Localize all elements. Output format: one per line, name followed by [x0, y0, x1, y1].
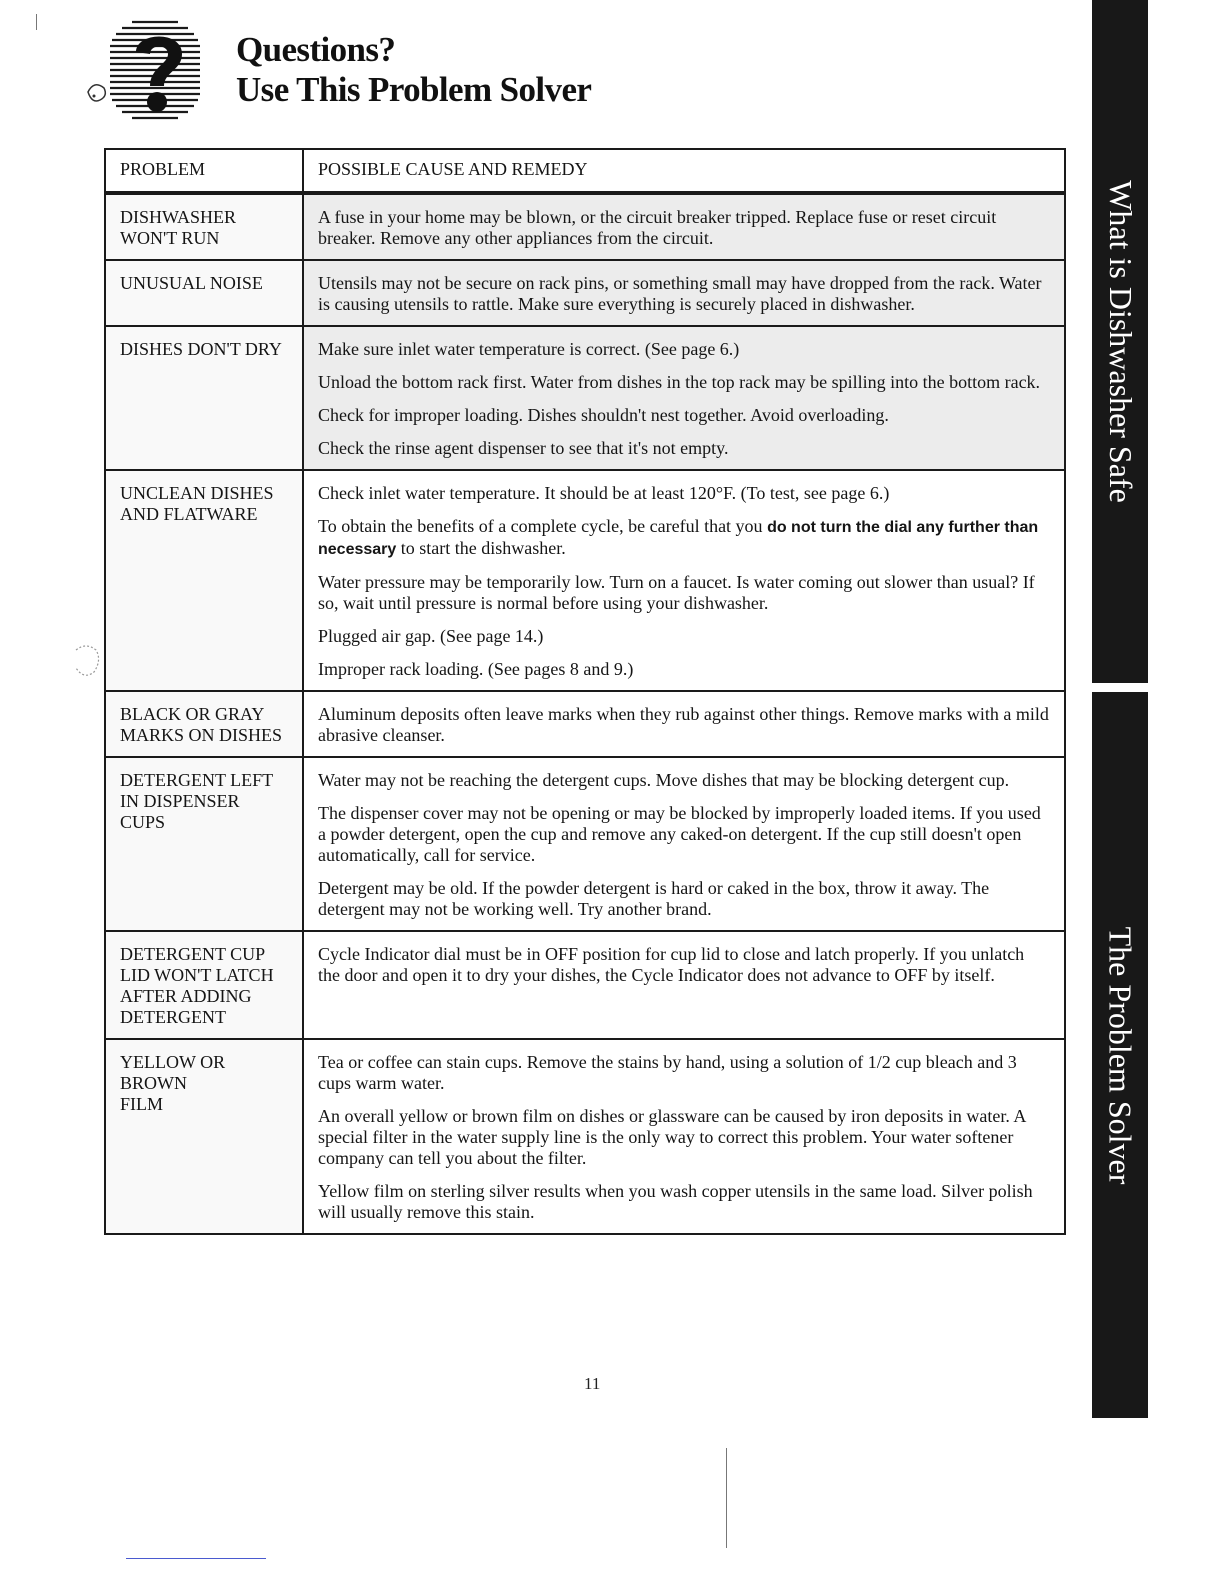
problem-label-line: DETERGENT CUP: [120, 944, 266, 964]
remedy-text: Cycle Indicator dial must be in OFF position for cup lid to close and latch properly. If you unlatch the door and open it to dry your dishes, the Cycle Indicator does not advance to OFF by itself.: [318, 944, 1025, 985]
problem-column-header: PROBLEM: [105, 149, 303, 193]
side-tab-label: What is Dishwasher Safe: [1102, 180, 1139, 503]
remedy-text: Check for improper loading. Dishes shouldn't nest together. Avoid overloading.: [318, 405, 889, 425]
problem-cell: [105, 326, 303, 470]
problem-label-line: AND FLATWARE: [120, 504, 258, 524]
remedy-text: Check inlet water temperature. It should be at least 120°F. (To test, see page 6.): [318, 483, 890, 503]
table-row: [105, 260, 1065, 326]
remedy-text-after: to start the dishwasher.: [396, 538, 566, 558]
problem-label-line: YELLOW OR BROWN: [120, 1052, 226, 1093]
remedy-cell: [303, 691, 1065, 757]
problem-cell: [105, 260, 303, 326]
remedy-text: Utensils may not be secure on rack pins, or something small may have dropped from the rack. Water is causing utensils to rattle. Make sure everything is securely placed in dishwasher.: [318, 273, 1042, 314]
remedy-column-header: POSSIBLE CAUSE AND REMEDY: [303, 149, 1065, 193]
problem-label-line: UNUSUAL NOISE: [120, 273, 263, 293]
remedy-cell: [303, 1039, 1065, 1234]
problem-label-line: MARKS ON DISHES: [120, 725, 283, 745]
remedy-text: An overall yellow or brown film on dishes or glassware can be caused by iron deposits in water. A special filter in the water supply line is the only way to correct this problem. Your water softener company can tell you about the filter.: [318, 1106, 1026, 1168]
problem-label-line: FILM: [120, 1094, 164, 1114]
remedy-text: Improper rack loading. (See pages 8 and 9.): [318, 659, 634, 679]
table-row: [105, 470, 1065, 691]
remedy-cell: [303, 193, 1065, 260]
side-tab-problem-solver: [1092, 692, 1148, 1418]
remedy-text: A fuse in your home may be blown, or the circuit breaker tripped. Replace fuse or reset circuit breaker. Remove any other appliances from the circuit.: [318, 207, 997, 248]
remedy-text: Water pressure may be temporarily low. Turn on a faucet. Is water coming out slower than usual? If so, wait until pressure is normal before using your dishwasher.: [318, 572, 1035, 613]
table-row: [105, 326, 1065, 470]
table-row: [105, 193, 1065, 260]
table-row: [105, 757, 1065, 931]
remedy-text: Water may not be reaching the detergent cups. Move dishes that may be blocking detergent cup.: [318, 770, 1010, 790]
table-row: [105, 691, 1065, 757]
remedy-text: [318, 516, 1050, 560]
remedy-cell: [303, 326, 1065, 470]
remedy-text: Check the rinse agent dispenser to see that it's not empty.: [318, 438, 729, 458]
problem-label-line: DISHWASHER: [120, 207, 237, 227]
side-tab-label: The Problem Solver: [1102, 926, 1139, 1184]
table-header-row: [105, 149, 1065, 193]
remedy-text: Plugged air gap. (See page 14.): [318, 626, 544, 646]
remedy-text: Tea or coffee can stain cups. Remove the stains by hand, using a solution of 1/2 cup bleach and 3 cups warm water.: [318, 1052, 1017, 1093]
page-title-line-1: Questions?: [236, 30, 396, 69]
problem-label-line: LID WON'T LATCH: [120, 965, 274, 985]
page-number: 11: [584, 1374, 601, 1393]
question-mark-icon: [70, 14, 220, 126]
problem-cell: [105, 1039, 303, 1234]
problem-solver-table: [104, 148, 1066, 1235]
problem-label-line: IN DISPENSER CUPS: [120, 791, 240, 832]
problem-cell: [105, 691, 303, 757]
remedy-text-before: To obtain the benefits of a complete cycle, be careful that you: [318, 516, 768, 536]
remedy-bold-warning: do not turn the dial any further than necessary: [318, 519, 1039, 558]
remedy-cell: [303, 757, 1065, 931]
remedy-text: Yellow film on sterling silver results when you wash copper utensils in the same load. Silver polish will usually remove this stain.: [318, 1181, 1033, 1222]
side-tab-dishwasher-safe: [1092, 0, 1148, 683]
table-row: [105, 931, 1065, 1039]
problem-label-line: AFTER ADDING: [120, 986, 252, 1006]
binder-hole-mark: [70, 640, 106, 684]
problem-cell: [105, 193, 303, 260]
problem-label-line: UNCLEAN DISHES: [120, 483, 274, 503]
page-title: [236, 30, 591, 110]
problem-cell: [105, 757, 303, 931]
margin-line: [126, 1558, 266, 1559]
problem-label-line: WON'T RUN: [120, 228, 220, 248]
remedy-cell: [303, 260, 1065, 326]
remedy-text: Unload the bottom rack first. Water from dishes in the top rack may be spilling into the bottom rack.: [318, 372, 1041, 392]
problem-label-line: DETERGENT: [120, 1007, 226, 1027]
margin-line: [726, 1448, 727, 1548]
remedy-text: The dispenser cover may not be opening or may be blocked by improperly loaded items. If you used a powder detergent, open the cup and remove any caked-on detergent. If the cup still doesn't open automatically, call for service.: [318, 803, 1041, 865]
problem-cell: [105, 931, 303, 1039]
problem-cell: [105, 470, 303, 691]
problem-label-line: DETERGENT LEFT: [120, 770, 274, 790]
remedy-text: Detergent may be old. If the powder detergent is hard or caked in the box, throw it away. The detergent may not be working well. Try another brand.: [318, 878, 990, 919]
problem-label-line: BLACK OR GRAY: [120, 704, 265, 724]
remedy-cell: [303, 931, 1065, 1039]
page-title-line-2: Use This Problem Solver: [236, 70, 592, 109]
remedy-text: Aluminum deposits often leave marks when they rub against other things. Remove marks with a mild abrasive cleanser.: [318, 704, 1049, 745]
margin-line: [36, 14, 37, 30]
remedy-text: Make sure inlet water temperature is correct. (See page 6.): [318, 339, 740, 359]
table-row: [105, 1039, 1065, 1234]
problem-label-line: DISHES DON'T DRY: [120, 339, 282, 359]
remedy-cell: [303, 470, 1065, 691]
